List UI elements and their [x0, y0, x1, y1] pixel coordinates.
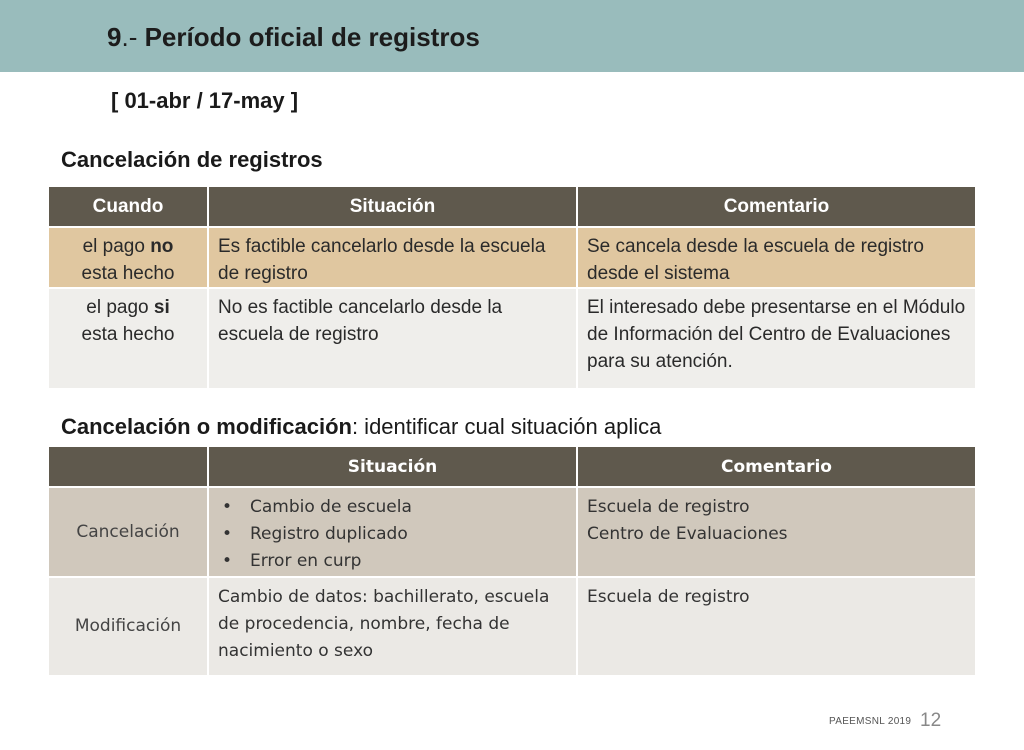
header-empty	[48, 446, 208, 487]
header-cuando: Cuando	[48, 186, 208, 227]
list-item: • Registro duplicado	[218, 521, 567, 548]
when-bold: no	[150, 236, 174, 257]
section-number: 9	[107, 22, 122, 52]
table-row	[48, 577, 976, 676]
when-suffix: esta hecho	[81, 324, 175, 345]
header-situacion: Situación	[208, 186, 577, 227]
table-row	[48, 227, 976, 288]
comment-cell	[577, 487, 976, 577]
when-cell	[48, 227, 208, 288]
footer-label: PAEEMSNL 2019	[829, 716, 912, 727]
section-title-modificacion	[61, 414, 661, 440]
comment-cell: El interesado debe presentarse en el Módulo de Información del Centro de Evaluaciones para su atención.	[577, 288, 976, 389]
situation-cell	[208, 487, 577, 577]
section-title-rest: : identificar cual situación aplica	[351, 414, 662, 439]
section-separator: .-	[121, 22, 138, 52]
header-comentario: Comentario	[577, 186, 976, 227]
when-suffix: esta hecho	[81, 263, 175, 284]
type-cell: Modificación	[48, 577, 208, 676]
table-header-row	[48, 186, 976, 227]
table-row	[48, 487, 976, 577]
type-cell: Cancelación	[48, 487, 208, 577]
situation-cell: Es factible cancelarlo desde la escuela de registro	[208, 227, 577, 288]
title-text: Período oficial de registros	[144, 22, 480, 52]
table-header-row	[48, 446, 976, 487]
comment-cell: Escuela de registro	[577, 577, 976, 676]
section-title-cancelacion: Cancelación de registros	[61, 147, 323, 172]
situation-list	[218, 494, 567, 575]
cancellation-table	[47, 185, 977, 390]
list-item: • Error en curp	[218, 548, 567, 575]
comment-line: Escuela de registro	[587, 497, 750, 517]
situation-cell: Cambio de datos: bachillerato, escuela de procedencia, nombre, fecha de nacimiento o sexo	[208, 577, 577, 676]
header-comentario: Comentario	[577, 446, 976, 487]
date-range: [ 01-abr / 17-may ]	[111, 88, 299, 113]
modification-table	[47, 445, 977, 677]
section-title-bold: Cancelación o modificación	[61, 414, 352, 439]
header-situacion: Situación	[208, 446, 577, 487]
comment-line: Centro de Evaluaciones	[587, 524, 788, 544]
when-prefix: el pago	[86, 297, 154, 318]
page-number: 12	[920, 710, 942, 731]
slide-title	[107, 22, 480, 53]
list-item: • Cambio de escuela	[218, 494, 567, 521]
when-cell	[48, 288, 208, 389]
table-row	[48, 288, 976, 389]
when-bold: si	[153, 297, 170, 318]
when-prefix: el pago	[82, 236, 151, 257]
comment-cell: Se cancela desde la escuela de registro desde el sistema	[577, 227, 976, 288]
situation-cell: No es factible cancelarlo desde la escuela de registro	[208, 288, 577, 389]
